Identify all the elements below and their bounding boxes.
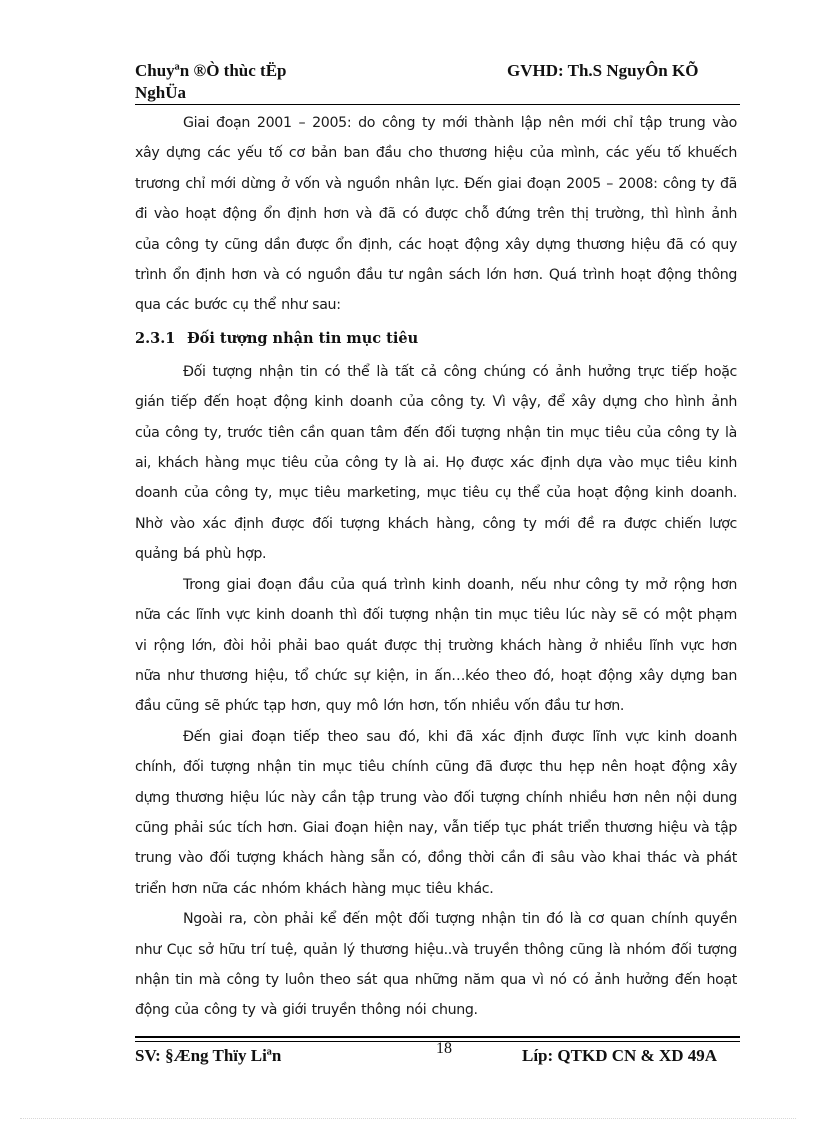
paragraph-2: Đối tượng nhận tin có thể là tất cả công chúng có ảnh hưởng trực tiếp hoặc gián tiếp đến hoạt động kinh doanh của công ty. Vì vậy, để xây dựng cho hình ảnh của công ty, trước tiên cần quan tâm đến đối tượng nhận tin mục tiêu của công ty là ai, khách hàng mục tiêu của công ty là ai. Họ được xác định dựa vào mục tiêu kinh doanh của công ty, mục tiêu marketing, mục tiêu cụ thể của hoạt động kinh doanh. Nhờ vào xác định được đối tượng khách hàng, công ty mới đề ra được chiến lược quảng bá phù hợp.	[135, 363, 737, 563]
document-body	[135, 108, 737, 1026]
header-divider	[135, 104, 740, 105]
page-number: 18	[436, 1040, 452, 1057]
page-bottom-border	[20, 1118, 796, 1119]
footer-divider-thick	[135, 1036, 740, 1038]
header-supervisor: GVHD: Th.S NguyÔn KÕ	[507, 61, 699, 80]
paragraph-4: Đến giai đoạn tiếp theo sau đó, khi đã xác định được lĩnh vực kinh doanh chính, đối tượng nhận tin mục tiêu chính cũng đã được thu hẹp nên hoạt động xây dựng thương hiệu lúc này cần tập trung vào đối tượng chính nhiều hơn nên nội dung cũng phải súc tích hơn. Giai đoạn hiện nay, vẫn tiếp tục phát triển thương hiệu và tập trung vào đối tượng khách hàng sẵn có, đồng thời cần đi sâu vào khai thác và phát triển hơn nữa các nhóm khách hàng mục tiêu khác.	[135, 728, 737, 897]
section-heading	[135, 321, 737, 357]
header-topic-line1: Chuyªn ®Ò thùc tËp	[135, 61, 287, 80]
header-topic-line2: NghÜa	[135, 83, 187, 102]
paragraph-5: Ngoài ra, còn phải kể đến một đối tượng nhận tin đó là cơ quan chính quyền như Cục sở hữu trí tuệ, quản lý thương hiệu..và truyền thông cũng là nhóm đối tượng nhận tin mà công ty luôn theo sát qua những năm qua vì nó có ảnh hưởng đến hoạt động của công ty và giới truyền thông nói chung.	[135, 911, 737, 1019]
footer-class: Líp: QTKD CN & XD 49A	[522, 1046, 718, 1065]
paragraph-3: Trong giai đoạn đầu của quá trình kinh doanh, nếu như công ty mở rộng hơn nữa các lĩnh vực kinh doanh thì đối tượng nhận tin mục tiêu lúc này sẽ có một phạm vi rộng lớn, đòi hỏi phải bao quát được thị trường khách hàng ở nhiều lĩnh vực hơn nữa như thương hiệu, tổ chức sự kiện, in ấn…kéo theo đó, hoạt động xây dựng ban đầu cũng sẽ phức tạp hơn, quy mô lớn hơn, tốn nhiều vốn đầu tư hơn.	[135, 576, 737, 715]
paragraph-1: Giai đoạn 2001 – 2005: do công ty mới thành lập nên mới chỉ tập trung vào xây dựng các yếu tố cơ bản ban đầu cho thương hiệu của mình, các yếu tố khuếch trương chỉ mới dừng ở vốn và nguồn nhân lực. Đến giai đoạn 2005 – 2008: công ty đã đi vào hoạt động ổn định hơn và đã có được chỗ đứng trên thị trường, thì hình ảnh của công ty cũng dần được ổn định, các hoạt động xây dựng thương hiệu đã có quy trình ổn định hơn và có nguồn đầu tư ngân sách lớn hơn. Quá trình hoạt động thông qua các bước cụ thể như sau:	[135, 115, 737, 314]
footer-student: SV: §Æng Thïy Liªn	[135, 1046, 282, 1065]
section-number: 2.3.1	[135, 329, 176, 347]
header-left	[135, 60, 365, 104]
section-title: Đối tượng nhận tin mục tiêu	[187, 329, 419, 347]
